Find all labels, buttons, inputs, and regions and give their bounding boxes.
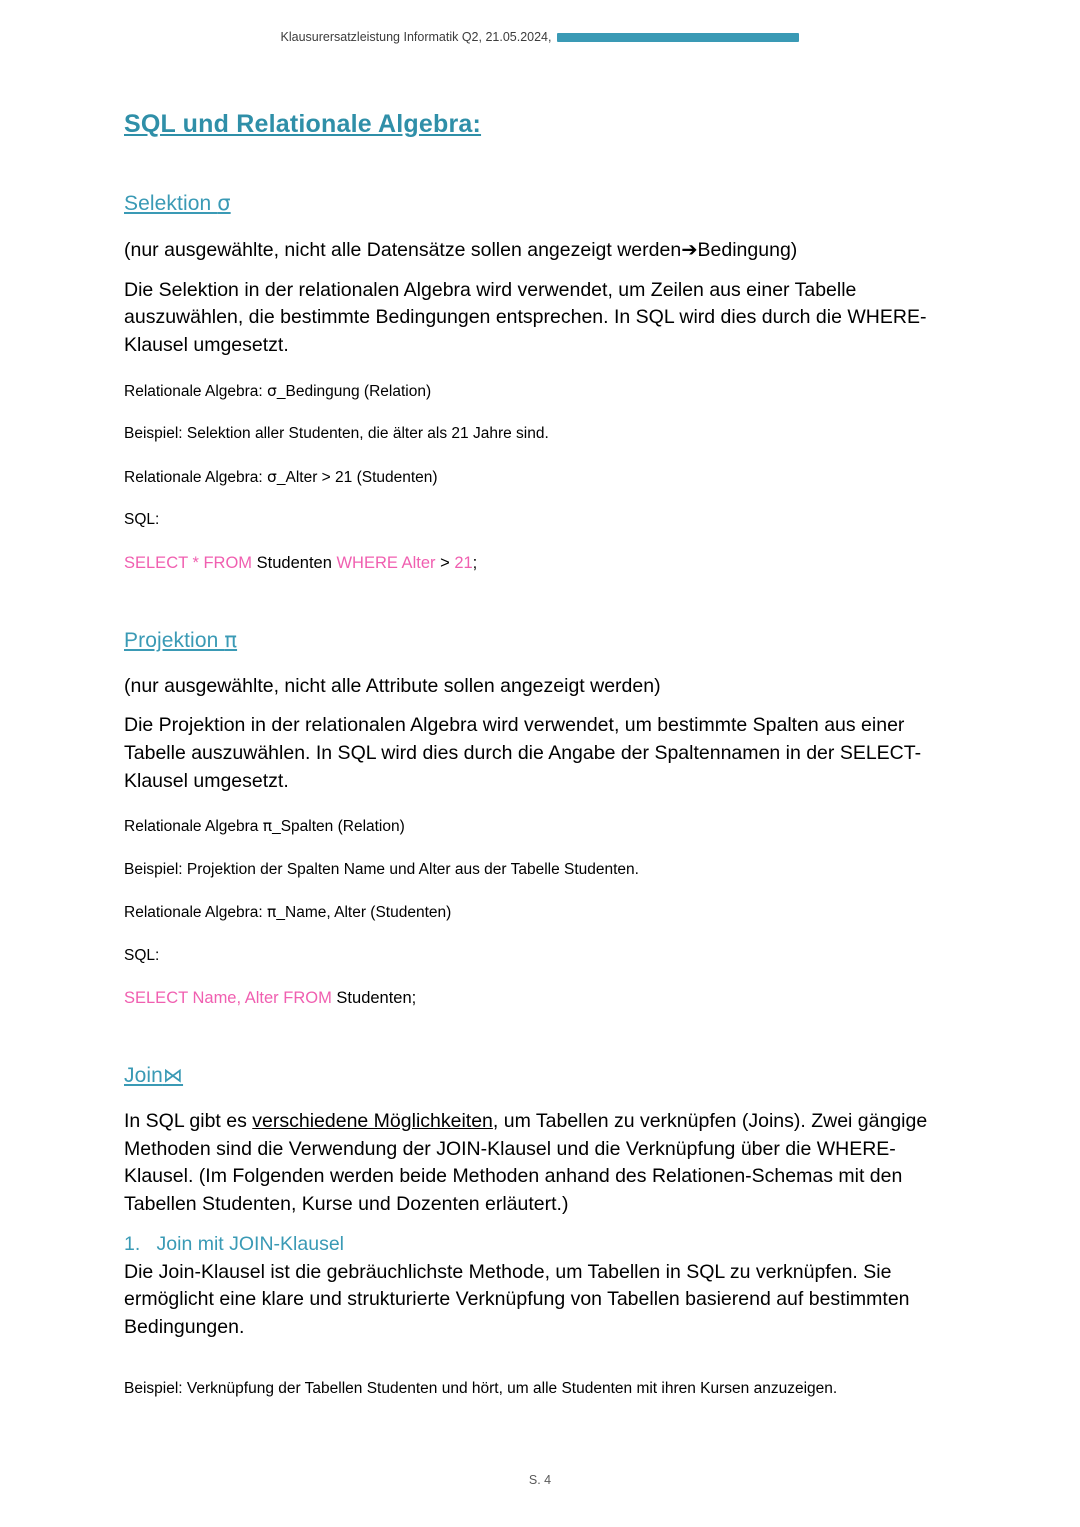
join-paragraph-intro bbox=[124, 1108, 964, 1219]
join-bowtie-icon: ⋈ bbox=[162, 1063, 184, 1088]
sigma-symbol: σ bbox=[217, 191, 231, 215]
selektion-algebra-example-label: Relationale Algebra: bbox=[124, 468, 268, 486]
sigma-symbol-inline-1: σ bbox=[267, 381, 277, 400]
page-title: SQL und Relationale Algebra: bbox=[124, 110, 482, 138]
section-heading-join-label: Join bbox=[124, 1064, 163, 1088]
projektion-paragraph: Die Projektion in der relationalen Algebra wird verwendet, um bestimmte Spalten aus einer Tabelle auszuwählen. In SQL wird dies durch die Angabe der Spaltennamen in der SELECT-Klausel umgesetzt. bbox=[124, 714, 922, 792]
sql-semicolon-1: ; bbox=[472, 553, 478, 572]
projektion-algebra-example-label: Relationale Algebra: bbox=[124, 904, 268, 922]
join-list-number: 1. bbox=[124, 1232, 141, 1255]
sql-table-studenten: Studenten bbox=[252, 553, 337, 572]
selektion-algebra-general-rest: _Bedingung (Relation) bbox=[276, 382, 432, 400]
selektion-sql-label: SQL: bbox=[124, 511, 160, 529]
selektion-paragraph: Die Selektion in der relationalen Algebra wird verwendet, um Zeilen aus einer Tabelle auszuwählen, die bestimmte Bedingungen entsprechen. In SQL wird dies durch die WHERE-Klausel umgesetzt. bbox=[124, 278, 927, 357]
page-footer bbox=[0, 1473, 1080, 1487]
section-heading-selektion-label: Selektion bbox=[124, 192, 218, 215]
projektion-algebra-general bbox=[124, 815, 964, 838]
pi-symbol-inline-2: π bbox=[267, 903, 277, 922]
sql-keyword-where-alter: WHERE Alter bbox=[336, 553, 436, 572]
sql-value-21: 21 bbox=[454, 553, 473, 572]
join-list-item-1 bbox=[124, 1231, 964, 1259]
sigma-symbol-inline-2: σ bbox=[267, 467, 277, 486]
join-paragraph-a: In SQL gibt es bbox=[124, 1110, 253, 1133]
join-example: Beispiel: Verknüpfung der Tabellen Studenten und hört, um alle Studenten mit ihren Kursen anzuzeigen. bbox=[124, 1379, 838, 1397]
selektion-intro-b: Bedingung) bbox=[697, 239, 798, 261]
projektion-algebra-general-rest: _Spalten (Relation) bbox=[272, 818, 405, 836]
projektion-algebra-general-label: Relationale Algebra bbox=[124, 818, 263, 836]
join-list-title: Join mit JOIN-Klausel bbox=[156, 1232, 344, 1255]
projektion-algebra-example bbox=[124, 901, 964, 924]
document-content bbox=[124, 110, 964, 1400]
projektion-sql-code bbox=[124, 987, 964, 1011]
section-heading-projektion-label: Projektion bbox=[124, 628, 225, 652]
section-heading-join bbox=[124, 1063, 964, 1088]
selektion-algebra-general bbox=[124, 380, 964, 403]
page-number: S. 4 bbox=[528, 1473, 552, 1487]
projektion-algebra-example-rest: _Name, Alter (Studenten) bbox=[276, 904, 452, 922]
selektion-algebra-general-label: Relationale Algebra: bbox=[124, 382, 268, 400]
selektion-algebra-example-rest: _Alter > 21 (Studenten) bbox=[276, 468, 438, 486]
join-paragraph-b: , um Tabellen zu verknüpfen (Joins). Zwei gängige Methoden sind die Verwendung der JOIN-Klausel und die Verknüpfung über die WHERE-Klausel. (Im Folgenden werden beide Methoden anhand des Relationen-Schemas mit den Tabellen Studenten, Kurse und Dozenten erläutert.) bbox=[124, 1110, 928, 1216]
join-paragraph-klausel: Die Join-Klausel ist die gebräuchlichste Methode, um Tabellen in SQL zu verknüpfen. Sie ermöglicht eine klare und strukturierte Verknüpfung von Tabellen basierend auf bestimmten Bedingungen. bbox=[124, 1260, 910, 1338]
projektion-example: Beispiel: Projektion der Spalten Name und Alter aus der Tabelle Studenten. bbox=[124, 860, 639, 878]
sql-operator: > bbox=[435, 553, 455, 572]
selektion-example: Beispiel: Selektion aller Studenten, die älter als 21 Jahre sind. bbox=[124, 425, 549, 443]
sql-keyword-select-name-alter-from: SELECT Name, Alter FROM bbox=[124, 989, 332, 1008]
pi-symbol-inline-1: π bbox=[262, 817, 273, 836]
redacted-name-bar bbox=[557, 33, 799, 42]
selektion-intro-a: (nur ausgewählte, nicht alle Datensätze sollen angezeigt werden bbox=[124, 239, 682, 261]
pi-symbol: π bbox=[224, 627, 238, 652]
sql-table-studenten-2: Studenten; bbox=[331, 989, 417, 1008]
projektion-sql-label: SQL: bbox=[124, 946, 160, 964]
section-heading-selektion bbox=[124, 191, 964, 216]
selektion-algebra-example bbox=[124, 466, 964, 489]
join-paragraph-underlined: verschiedene Möglichkeiten bbox=[252, 1110, 493, 1133]
selektion-intro bbox=[124, 236, 964, 265]
arrow-icon: ➔ bbox=[681, 238, 698, 261]
section-heading-projektion bbox=[124, 628, 964, 653]
selektion-sql-code bbox=[124, 552, 964, 576]
header-text: Klausurersatzleistung Informatik Q2, 21.05.2024, bbox=[280, 30, 552, 44]
page-header bbox=[0, 30, 1080, 44]
projektion-intro: (nur ausgewählte, nicht alle Attribute sollen angezeigt werden) bbox=[124, 674, 661, 697]
sql-keyword-select-from: SELECT * FROM bbox=[124, 553, 253, 572]
